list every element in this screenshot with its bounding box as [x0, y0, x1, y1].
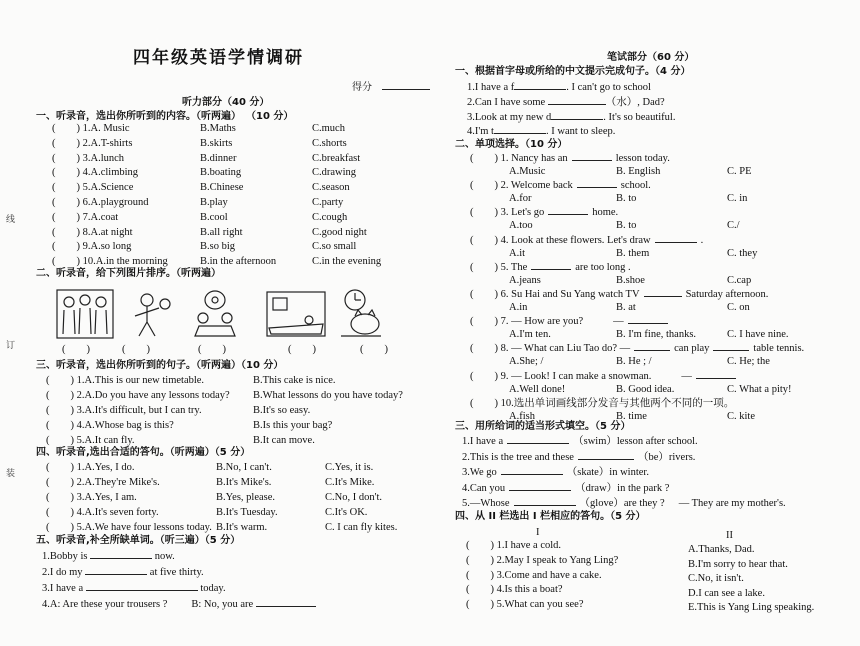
choice-item[interactable]: ( ) 5.A.Science: [52, 182, 134, 194]
answer-blank[interactable]: [256, 606, 316, 607]
answer-blank[interactable]: [551, 119, 603, 120]
answer-blank[interactable]: [494, 133, 546, 134]
kids-drawing-picture: [195, 291, 235, 336]
section-heading: 二、单项选择。（10 分）: [455, 139, 568, 150]
choice-item[interactable]: ( ) 2.A.Do you have any lessons today?: [46, 390, 230, 401]
text: （skate）in winter.: [566, 467, 649, 478]
fill-line: [462, 498, 786, 510]
answer-blank[interactable]: [696, 378, 736, 379]
choice-option: C./: [727, 220, 740, 232]
choice-option: B.It's warm.: [216, 522, 268, 533]
text: school.: [620, 180, 651, 192]
choice-option: B.in the afternoon: [200, 256, 277, 268]
section-heading: 三、用所给词的适当形式填空。（5 分）: [455, 421, 631, 432]
choice-option: C.season: [312, 182, 350, 194]
fill-line: 2.Can I have some （水）, Dad?: [467, 97, 665, 108]
people-at-party-picture: [57, 290, 113, 338]
question[interactable]: [470, 262, 631, 274]
choice-option: B.all right: [200, 226, 243, 238]
text: .: [700, 234, 704, 246]
choice-option: B.dinner: [200, 152, 237, 164]
written-header: 笔试部分（60 分）: [607, 52, 695, 63]
text: home.: [592, 207, 619, 219]
fill-line: [462, 483, 669, 495]
choice-option: B.so big: [200, 241, 236, 253]
picture-row: [55, 288, 385, 344]
fill-line: 1.I have a f . I can't go to school: [467, 82, 651, 93]
listening-header: 听力部分（40 分）: [182, 97, 270, 108]
text: （draw）in the park ?: [575, 482, 670, 494]
answer-blank[interactable]: [713, 350, 749, 351]
choice-option: B.play: [200, 197, 228, 208]
choice-option: C. What a pity!: [727, 383, 792, 395]
answer-blank[interactable]: [634, 350, 670, 351]
choice-option: B.It's Mike's.: [216, 477, 272, 488]
choice-option: C.Yes, it is.: [325, 462, 374, 473]
page-title: 四年级英语学情调研: [133, 48, 304, 68]
matching-item[interactable]: ( ) 5.What can you see?: [466, 599, 584, 611]
text: ( ) 2. Welcome back: [470, 180, 573, 192]
choice-option: B.cool: [200, 211, 228, 223]
score-label: 得分: [352, 82, 430, 94]
choice-item[interactable]: ( ) 5.A.It can fly.: [46, 435, 135, 446]
section-heading: 一、听录音，选出你所听到的内容。（听两遍） （10 分）: [36, 111, 294, 122]
choice-item[interactable]: ( ) 3.A.It's difficult, but I can try.: [46, 405, 202, 416]
text: ( ) 10.选出单词画线部分发音与其他两个不同的一项。: [470, 397, 735, 409]
choice-option: B.Yes, please.: [216, 492, 276, 503]
answer-bracket[interactable]: ( ): [122, 344, 150, 355]
choice-option: C.It's Mike.: [325, 477, 375, 488]
text: 1.I have a: [462, 436, 504, 447]
choice-option: B.Chinese: [200, 182, 244, 194]
choice-item[interactable]: ( ) 1.A.Yes, I do.: [46, 462, 135, 473]
margin-mark: 订: [6, 341, 16, 351]
question[interactable]: [470, 289, 768, 301]
section-heading: 五、听录音,补全所缺单词。（听三遍）（5 分）: [36, 535, 241, 546]
answer-bracket[interactable]: ( ): [288, 344, 316, 355]
column-title: II: [726, 530, 733, 541]
choice-option: A.Well done!: [509, 383, 566, 395]
fill-line: 2.I do my at five thirty.: [42, 567, 204, 578]
text: ( ) 3. Let's go: [470, 207, 545, 219]
question[interactable]: [470, 371, 740, 383]
choice-option: A.in: [509, 302, 528, 313]
choice-item[interactable]: ( ) 5.A.We have four lessons today.: [46, 522, 212, 533]
choice-option: C.shorts: [312, 137, 347, 149]
matching-item[interactable]: ( ) 3.Come and have a cake.: [466, 569, 602, 581]
text: （swim）lesson after school.: [573, 436, 698, 447]
matching-answer: E.This is Yang Ling speaking.: [688, 602, 815, 613]
text: 2.This is the tree and these: [462, 451, 574, 463]
fill-line: 3.I have a today.: [42, 583, 226, 594]
text: （be）rivers.: [637, 451, 696, 463]
girl-with-basketball-picture: [135, 294, 170, 336]
question[interactable]: [470, 235, 703, 247]
fill-line: 4.I'm t . I want to sleep.: [467, 126, 616, 137]
choice-option: A.fish: [509, 410, 535, 422]
choice-item[interactable]: ( ) 6.A.playground: [52, 197, 149, 208]
choice-option: A.for: [509, 193, 532, 205]
choice-option: B. Good idea.: [616, 383, 675, 395]
text: —: [613, 316, 624, 328]
choice-option: B.It's so easy.: [253, 405, 311, 416]
choice-item[interactable]: ( ) 8.A.at night: [52, 226, 133, 238]
fill-line: 4.A: Are these your trousers ? B: No, you are: [42, 599, 316, 611]
matching-answer: A.Thanks, Dad.: [688, 544, 755, 555]
text: （glove）are they ?: [579, 498, 665, 509]
margin-mark: 线: [6, 215, 16, 225]
choice-item[interactable]: ( ) 4.A.Whose bag is this?: [46, 420, 174, 431]
answer-blank[interactable]: [572, 160, 612, 161]
choice-option: A.too: [509, 220, 533, 232]
choice-option: A.jeans: [509, 274, 541, 286]
answer-blank[interactable]: [577, 187, 617, 188]
choice-option: C.It's OK.: [325, 507, 368, 518]
answer-blank[interactable]: [507, 443, 569, 444]
sick-in-bed-picture: [267, 292, 325, 336]
question[interactable]: [470, 343, 804, 355]
question[interactable]: [470, 207, 618, 219]
choice-option: B. at: [616, 302, 636, 313]
choice-option: C.cough: [312, 211, 348, 223]
choice-option: B.No, I can't.: [216, 462, 272, 473]
choice-item[interactable]: ( ) 10.A.in the morning: [52, 256, 168, 268]
answer-blank[interactable]: [509, 490, 571, 491]
answer-blank[interactable]: [655, 242, 697, 243]
choice-option: C. I can fly kites.: [325, 522, 398, 533]
choice-option: C.breakfast: [312, 152, 361, 164]
section-heading: 四、从 II 栏选出 I 栏相应的答句。（5 分）: [455, 511, 646, 522]
choice-option: B.What lessons do you have today?: [253, 390, 403, 401]
answer-blank[interactable]: [628, 323, 668, 324]
text: —: [681, 370, 692, 382]
section-heading: 二、听录音，给下列图片排序。（听两遍）: [36, 268, 221, 279]
matching-answer: C.No, it isn't.: [688, 573, 744, 584]
choice-option: B.It's Tuesday.: [216, 507, 278, 518]
matching-answer: D.I can see a lake.: [688, 587, 765, 599]
choice-option: B.Is this your bag?: [253, 420, 333, 431]
choice-option: B. time: [616, 410, 647, 422]
choice-option: C. He; the: [727, 356, 770, 368]
section-heading: 四、听录音,选出合适的答句。（听两遍）（5 分）: [36, 447, 251, 458]
choice-option: A.She; /: [509, 356, 544, 368]
matching-answer: B.I'm sorry to hear that.: [688, 558, 788, 570]
answer-bracket[interactable]: ( ): [198, 344, 226, 355]
choice-option: A.I'm ten.: [509, 329, 551, 341]
section-heading: 三、听录音，选出你所听到的句子。（听两遍）（10 分）: [36, 360, 284, 371]
fill-line: [462, 436, 698, 448]
choice-option: B. English: [616, 166, 661, 177]
text: are too long .: [575, 261, 631, 273]
choice-item[interactable]: ( ) 4.A.It's seven forty.: [46, 507, 159, 518]
text: ( ) 7. — How are you?: [470, 316, 584, 328]
fill-line: 3.Look at my new d . It's so beautiful.: [467, 112, 676, 123]
choice-option: B.Maths: [200, 123, 236, 134]
choice-item[interactable]: ( ) 3.A.Yes, I am.: [46, 492, 137, 503]
choice-option: C. they: [727, 247, 758, 259]
text: 3.We go: [462, 467, 497, 478]
margin-mark: 装: [6, 469, 16, 479]
answer-blank[interactable]: [644, 296, 682, 297]
choice-item[interactable]: ( ) 9.A.so long: [52, 241, 132, 253]
choice-option: B. to: [616, 193, 637, 205]
matching-item[interactable]: ( ) 1.I have a cold.: [466, 540, 562, 551]
question[interactable]: [470, 153, 670, 165]
choice-option: C. kite: [727, 410, 755, 422]
answer-blank[interactable]: [86, 590, 198, 591]
text: ( ) 9. — Look! I can make a snowman.: [470, 370, 652, 382]
choice-item[interactable]: ( ) 7.A.coat: [52, 211, 119, 223]
choice-option: C. in: [727, 193, 748, 205]
answer-blank[interactable]: [514, 89, 566, 90]
choice-option: B.It can move.: [253, 435, 315, 446]
choice-item[interactable]: ( ) 3.A.lunch: [52, 152, 125, 164]
answer-blank[interactable]: [514, 505, 576, 506]
matching-item[interactable]: ( ) 2.May I speak to Yang Ling?: [466, 554, 619, 566]
choice-option: B.boating: [200, 167, 242, 179]
choice-option: A.it: [509, 247, 526, 259]
section-heading: 一、根据首字母或所给的中文提示完成句子。（4 分）: [455, 66, 691, 77]
cat-with-clock-picture: [341, 290, 381, 336]
choice-option: C.party: [312, 197, 344, 208]
choice-option: C. PE: [727, 166, 752, 177]
text: 5.—Whose: [462, 498, 510, 509]
matching-item[interactable]: ( ) 4.Is this a boat?: [466, 584, 563, 596]
answer-bracket[interactable]: ( ): [62, 344, 90, 355]
choice-item[interactable]: ( ) 2.A.T-shirts: [52, 137, 133, 149]
choice-item[interactable]: ( ) 2.A.They're Mike's.: [46, 477, 160, 488]
fill-line: [462, 467, 649, 479]
choice-option: C.good night: [312, 226, 367, 238]
choice-option: C. on: [727, 302, 750, 313]
choice-option: C.cap: [727, 274, 752, 286]
question[interactable]: [470, 316, 672, 328]
text: ( ) 1. Nancy has an: [470, 153, 568, 164]
fill-line: [462, 452, 695, 464]
choice-option: B. He ; /: [616, 356, 652, 368]
answer-blank[interactable]: [548, 104, 606, 105]
choice-option: C.No, I don't.: [325, 492, 383, 503]
text: ( ) 5. The: [470, 261, 528, 273]
text: lesson today.: [615, 153, 670, 164]
choice-item[interactable]: ( ) 1.A. Music: [52, 123, 130, 134]
choice-option: C. I have nine.: [727, 329, 789, 341]
choice-option: B. I'm fine, thanks.: [616, 329, 697, 341]
text: ( ) 4. Look at these flowers. Let's draw: [470, 234, 651, 246]
answer-blank[interactable]: [85, 574, 147, 575]
choice-option: A.Music: [509, 166, 546, 177]
choice-option: B. them: [616, 247, 650, 259]
choice-option: C.much: [312, 123, 345, 134]
text: table tennis.: [753, 343, 805, 355]
choice-option: B. to: [616, 220, 637, 232]
column-title: I: [536, 527, 540, 538]
answer-blank[interactable]: [578, 459, 634, 460]
text: ( ) 8. — What can Liu Tao do? —: [470, 343, 631, 355]
fill-line: 1.Bobby is now.: [42, 551, 175, 562]
choice-option: C.so small: [312, 241, 357, 253]
choice-option: C.in the evening: [312, 256, 382, 268]
choice-item[interactable]: ( ) 4.A.climbing: [52, 167, 139, 179]
answer-blank[interactable]: [531, 269, 571, 270]
text: can play: [674, 343, 710, 355]
text: ( ) 6. Su Hai and Su Yang watch TV: [470, 289, 640, 300]
choice-item[interactable]: ( ) 1.A.This is our new timetable.: [46, 375, 205, 386]
answer-blank[interactable]: [548, 214, 588, 215]
choice-option: C.drawing: [312, 167, 357, 179]
question[interactable]: [470, 398, 734, 410]
answer-blank[interactable]: [90, 558, 152, 559]
choice-option: B.This cake is nice.: [253, 375, 336, 386]
answer-blank[interactable]: [501, 474, 563, 475]
choice-option: B.shoe: [616, 274, 645, 286]
text: 4.Can you: [462, 482, 506, 494]
choice-option: B.skirts: [200, 137, 233, 149]
question[interactable]: [470, 180, 651, 192]
answer-bracket[interactable]: ( ): [360, 344, 388, 355]
text: — They are my mother's.: [678, 498, 786, 509]
text: Saturday afternoon.: [685, 289, 769, 300]
